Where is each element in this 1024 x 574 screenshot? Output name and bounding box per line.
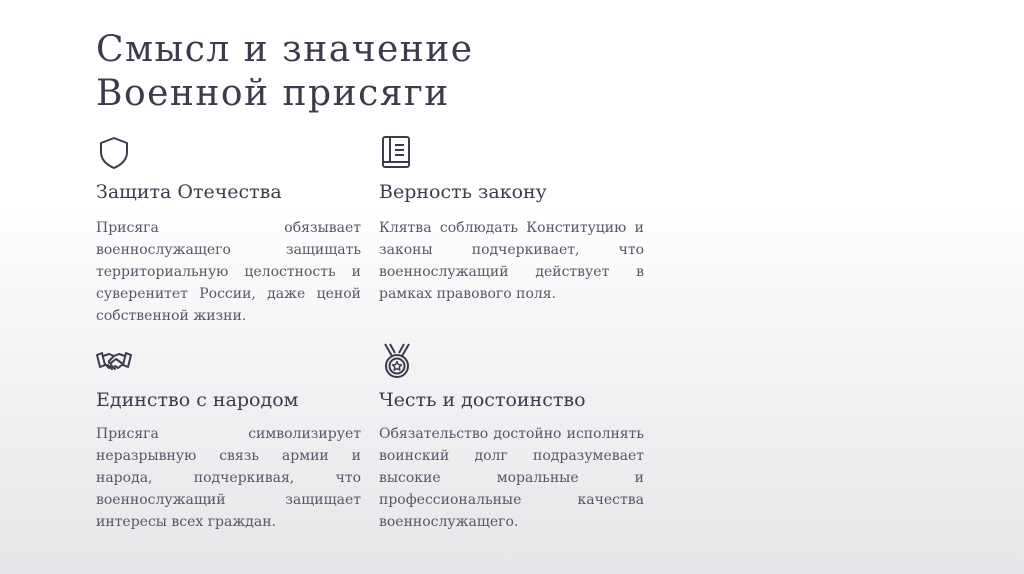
card-text: Обязательство достойно исполнять воинский долг подразумевает высокие моральные и профессиональные качества военнослужащего.	[379, 426, 644, 530]
handshake-icon	[96, 343, 132, 379]
shield-icon	[96, 135, 132, 171]
card-title: Единство с народом	[96, 389, 299, 411]
book-icon	[379, 135, 415, 171]
card-text: Присяга символизирует неразрывную связь армии и народа, подчеркивая, что военнослужащий защищает интересы всех граждан.	[96, 426, 361, 530]
card-title: Защита Отечества	[96, 181, 282, 203]
card-text: Клятва соблюдать Конституцию и законы подчеркивает, что военнослужащий действует в рамках правового поля.	[379, 220, 644, 302]
card-title: Верность закону	[379, 181, 547, 203]
card-title: Честь и достоинство	[379, 389, 586, 411]
medal-icon	[379, 343, 415, 379]
card-text: Присяга обязывает военнослужащего защищать территориальную целостность и суверенитет России, даже ценой собственной жизни.	[96, 220, 361, 324]
page-title: Смысл и значение Военной присяги	[96, 29, 474, 114]
